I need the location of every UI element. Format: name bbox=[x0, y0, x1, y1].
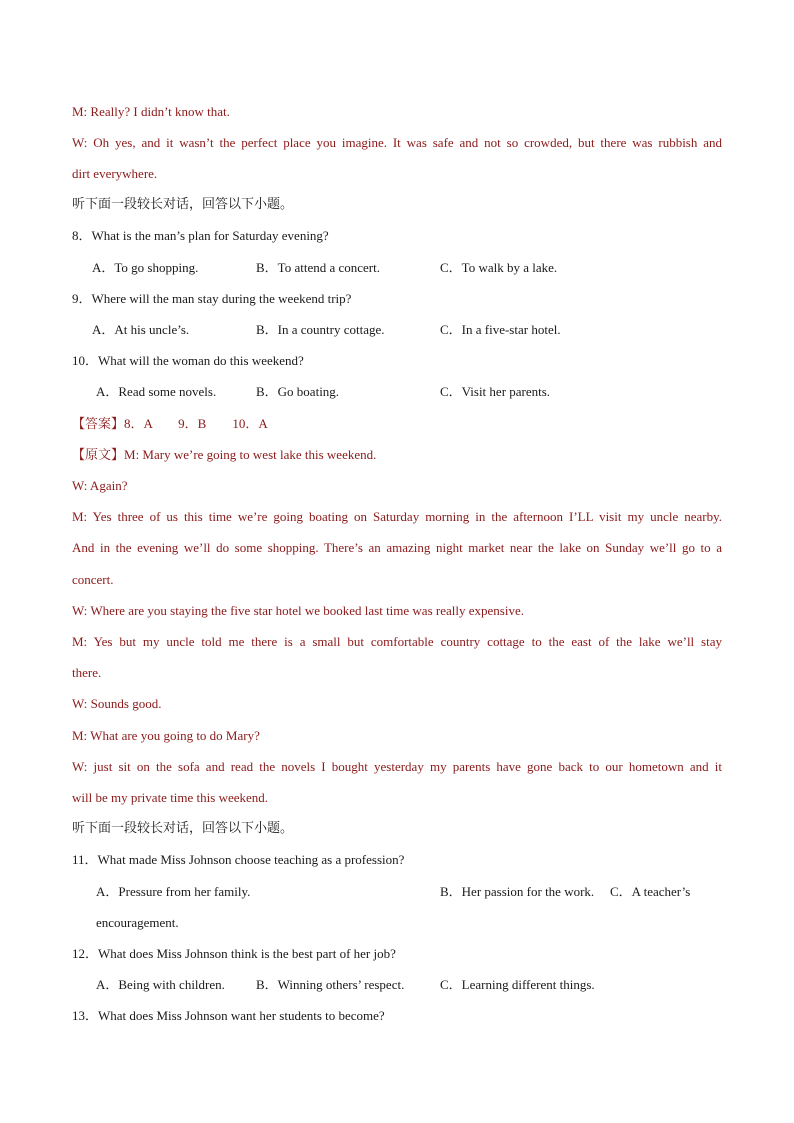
option-b: B．Winning others’ respect. bbox=[256, 977, 405, 992]
question-number: 12． bbox=[72, 946, 99, 961]
transcript-line bbox=[72, 447, 722, 464]
answer-line bbox=[72, 416, 722, 433]
question-number: 10． bbox=[72, 353, 99, 368]
speaker: M: bbox=[72, 104, 88, 119]
transcript-line: W: Sounds good. bbox=[72, 696, 162, 711]
option-a: A．Being with children. bbox=[96, 977, 225, 992]
question-13 bbox=[72, 1008, 722, 1024]
answer-tag: 【答案】 bbox=[72, 417, 125, 432]
question-number: 8． bbox=[72, 228, 92, 243]
dialogue-line bbox=[72, 166, 722, 182]
transcript-line: W: just sit on the sofa and read the novels I bought yesterday my parents have gone back to our hometown and it bbox=[72, 759, 722, 774]
question-number: 13． bbox=[72, 1008, 99, 1023]
option-c: C．To walk by a lake. bbox=[440, 260, 558, 275]
dialogue-line bbox=[72, 104, 722, 120]
utterance: Really? I didn’t know that. bbox=[90, 104, 230, 119]
transcript-line: W: Where are you staying the five star hotel we booked last time was really expensive. bbox=[72, 603, 524, 618]
section-instruction: 听下面一段较长对话，回答以下小题。 bbox=[72, 197, 294, 212]
question-text: What made Miss Johnson choose teaching as a profession? bbox=[97, 852, 405, 867]
option-c-continued: encouragement. bbox=[96, 915, 179, 930]
utterance: Oh yes, and it wasn’t the perfect place you imagine. It was safe and not so crowded, but there was rubbish and bbox=[93, 135, 723, 150]
transcript-text: M: Mary we’re going to west lake this weekend. bbox=[124, 447, 377, 462]
question-8 bbox=[72, 228, 722, 244]
question-text: Where will the man stay during the weekend trip? bbox=[91, 291, 352, 306]
option-b: B．Go boating. bbox=[256, 384, 340, 399]
option-a: A．At his uncle’s. bbox=[92, 322, 190, 337]
option-a: A．Read some novels. bbox=[96, 384, 217, 399]
speaker: W: bbox=[72, 135, 88, 150]
transcript-line: there. bbox=[72, 665, 102, 680]
transcript-line: concert. bbox=[72, 572, 114, 587]
option-a: A．Pressure from her family. bbox=[96, 884, 251, 899]
question-text: What does Miss Johnson want her students to become? bbox=[98, 1008, 385, 1023]
option-b: B．In a country cottage. bbox=[256, 322, 385, 337]
transcript-line: M: What are you going to do Mary? bbox=[72, 728, 260, 743]
transcript-line: M: Yes but my uncle told me there is a small but comfortable country cottage to the east of the lake we’ll stay bbox=[72, 634, 722, 649]
transcript-tag: 【原文】 bbox=[72, 448, 125, 463]
question-10 bbox=[72, 353, 722, 369]
question-text: What will the woman do this weekend? bbox=[98, 353, 304, 368]
transcript-line: W: Again? bbox=[72, 478, 128, 493]
option-c: C．In a five-star hotel. bbox=[440, 322, 561, 337]
transcript-line: M: Yes three of us this time we’re going boating on Saturday morning in the afternoon I’LL visit my uncle nearby. bbox=[72, 509, 722, 524]
transcript-line: will be my private time this weekend. bbox=[72, 790, 269, 805]
question-text: What is the man’s plan for Saturday evening? bbox=[91, 228, 329, 243]
option-c: C．A teacher’s bbox=[610, 884, 691, 899]
question-number: 11． bbox=[72, 852, 98, 867]
utterance: dirt everywhere. bbox=[72, 166, 158, 181]
option-b: B．To attend a concert. bbox=[256, 260, 380, 275]
question-number: 9． bbox=[72, 291, 92, 306]
answer-text: 8．A 9．B 10．A bbox=[124, 416, 268, 431]
transcript-line: And in the evening we’ll do some shopping. There’s an amazing night market near the lake on Sunday we’ll go to a bbox=[72, 540, 722, 555]
question-12 bbox=[72, 946, 722, 962]
question-text: What does Miss Johnson think is the best part of her job? bbox=[98, 946, 396, 961]
question-11 bbox=[72, 852, 722, 868]
section-instruction: 听下面一段较长对话，回答以下小题。 bbox=[72, 821, 294, 836]
option-b: B．Her passion for the work. bbox=[440, 884, 595, 899]
dialogue-line bbox=[72, 135, 722, 151]
option-c: C．Visit her parents. bbox=[440, 384, 551, 399]
option-a: A．To go shopping. bbox=[92, 260, 199, 275]
question-9 bbox=[72, 291, 722, 307]
option-c: C．Learning different things. bbox=[440, 977, 595, 992]
